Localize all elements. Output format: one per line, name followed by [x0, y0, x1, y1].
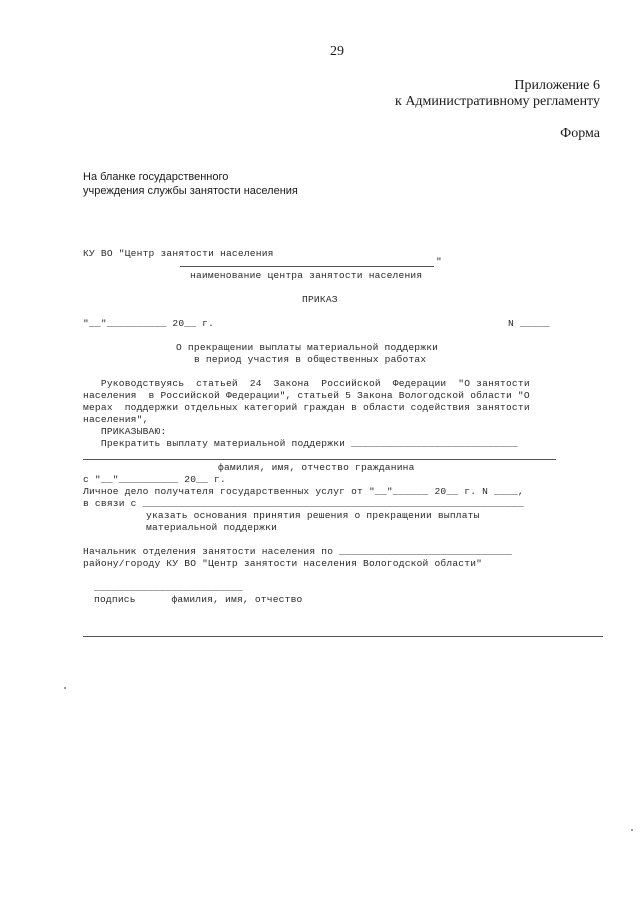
basis-line-2: населения в Российской Федерации", статьей 5 Закона Вологодской области "О — [83, 390, 530, 401]
org-name-underline — [180, 266, 434, 267]
page-number: 29 — [330, 44, 344, 59]
subject-line-2: в период участия в общественных работах — [194, 354, 427, 365]
order-text: Прекратить выплату материальной поддержки ____________________________ — [83, 438, 518, 449]
scan-speck — [631, 829, 633, 831]
personal-file: Личное дело получателя государственных услуг от "__"______ 20__ г. N ____, — [83, 486, 524, 497]
basis-line-4: населения", — [83, 414, 149, 425]
head-line-1: Начальник отделения занятости населения по _____________________________ — [83, 546, 512, 557]
reason-caption-1: указать основания принятия решения о прекращении выплаты — [146, 510, 480, 521]
reason-caption-2: материальной поддержки — [146, 522, 278, 533]
org-name-quote: " — [436, 256, 442, 267]
scan-speck — [64, 687, 66, 689]
letterhead-line-2: учреждения службы занятости населения — [83, 185, 298, 197]
appendix-line-1: Приложение 6 — [514, 78, 600, 93]
basis-line-3: мерах поддержки отдельных категорий граждан в области содействия занятости — [83, 402, 530, 413]
signature-underline: _________________________ — [94, 582, 243, 593]
org-name: КУ ВО "Центр занятости населения — [83, 248, 274, 259]
signature-caption: подпись фамилия, имя, отчество — [94, 594, 303, 605]
fio-underline — [83, 459, 556, 460]
order-date: "__"__________ 20__ г. — [83, 318, 215, 329]
in-connection: в связи с ________________________________________________________________ — [83, 498, 524, 509]
order-title: ПРИКАЗ — [302, 294, 338, 305]
form-label: Форма — [560, 126, 600, 141]
subject-line-1: О прекращении выплаты материальной поддержки — [176, 342, 439, 353]
basis-line-1: Руководствуясь статьей 24 Закона Российской Федерации "О занятости — [83, 378, 530, 389]
fio-caption: фамилия, имя, отчество гражданина — [218, 462, 415, 473]
head-line-2: району/городу КУ ВО "Центр занятости населения Вологодской области" — [83, 558, 483, 569]
appendix-line-2: к Административному регламенту — [395, 94, 600, 109]
bottom-separator — [83, 636, 603, 637]
order-number: N _____ — [508, 318, 550, 329]
since-date: с "__"__________ 20__ г. — [83, 474, 226, 485]
org-caption: наименование центра занятости населения — [190, 270, 423, 281]
order-verb: ПРИКАЗЫВАЮ: — [83, 426, 167, 437]
letterhead-line-1: На бланке государственного — [83, 171, 229, 183]
